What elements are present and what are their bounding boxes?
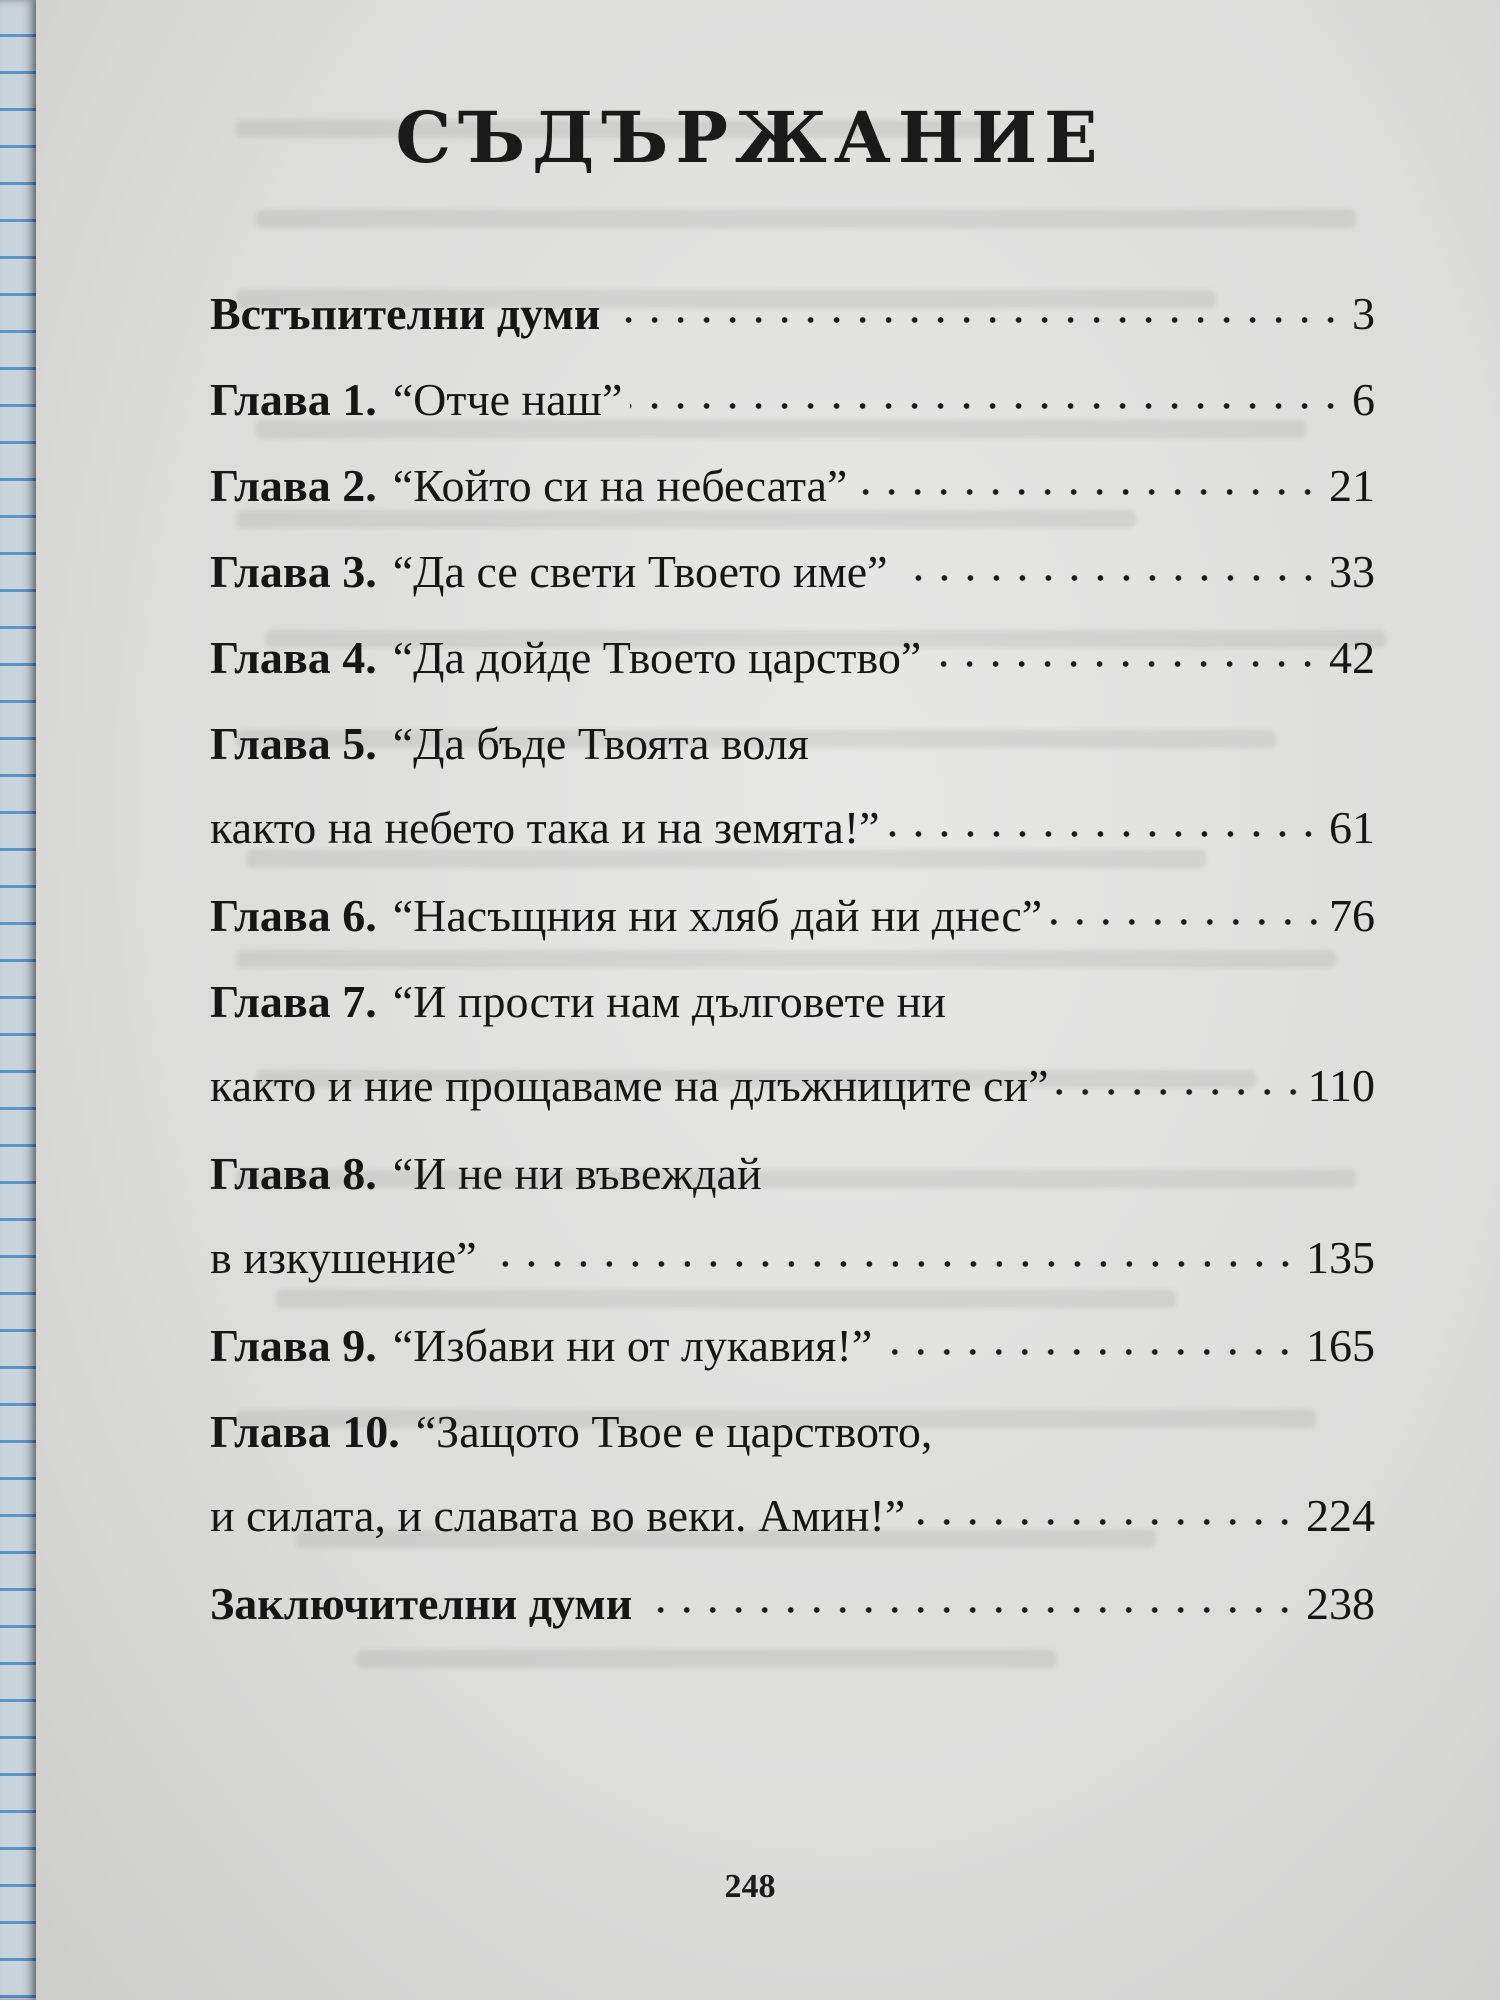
toc-page-number: 3	[1352, 288, 1375, 339]
toc-page-number: 224	[1306, 1490, 1375, 1541]
dot-leader	[1044, 919, 1327, 925]
toc-entry-label: Глава 1.	[210, 374, 377, 425]
toc-entry	[210, 1132, 1375, 1300]
toc-entry-label: Заключителни думи	[210, 1578, 633, 1629]
toc-entry-title: “Да се свети Твоето име”	[392, 546, 888, 597]
toc-entry	[210, 358, 1375, 442]
page-number: 248	[724, 1868, 776, 1905]
toc-entry	[210, 272, 1375, 356]
toc-page-number: 6	[1352, 374, 1375, 425]
toc-entry-title-continued: както и ние прощаваме на длъжниците си”	[210, 1060, 1049, 1111]
dot-leader	[1051, 1089, 1306, 1095]
toc-entry-title: “Защото Твое е царството,	[415, 1406, 933, 1457]
toc-page-number: 42	[1329, 632, 1375, 683]
toc-entry-label: Глава 2.	[210, 460, 377, 511]
dot-leader	[630, 403, 1344, 409]
dot-leader	[608, 317, 1344, 323]
toc-page-number: 76	[1329, 890, 1375, 941]
dot-leader	[913, 1519, 1298, 1525]
dot-leader	[880, 1349, 1298, 1355]
toc-entry	[210, 1390, 1375, 1558]
toc-entry-title: “И прости нам дълговете ни	[392, 976, 946, 1027]
dot-leader	[896, 575, 1321, 581]
toc-entry	[210, 1562, 1375, 1646]
toc-entry-title: “Отче наш”	[392, 374, 623, 425]
toc-entry-title: “Да бъде Твоята воля	[392, 718, 809, 769]
dot-leader	[640, 1607, 1298, 1613]
toc-entry-label: Глава 10.	[210, 1406, 400, 1457]
toc-entry-title: “Насъщния ни хляб дай ни днес”	[392, 890, 1043, 941]
toc-entry-title: “И не ни въвеждай	[392, 1148, 762, 1199]
toc-entry-title: “Избави ни от лукавия!”	[392, 1320, 873, 1371]
toc-entry	[210, 702, 1375, 870]
toc-entry-title-continued: както на небето така и на земята!”	[210, 802, 880, 853]
toc-entry-label: Глава 9.	[210, 1320, 377, 1371]
toc-page-number: 165	[1306, 1320, 1375, 1371]
toc-entry-label: Глава 3.	[210, 546, 377, 597]
toc-page-number: 110	[1307, 1060, 1375, 1111]
toc-entry-label: Глава 7.	[210, 976, 377, 1027]
toc-entry	[210, 960, 1375, 1128]
toc-entry-label: Глава 5.	[210, 718, 377, 769]
dot-leader	[855, 489, 1321, 495]
toc-entry-label: Глава 4.	[210, 632, 377, 683]
dot-leader	[929, 661, 1321, 667]
toc-entry-title: “Да дойде Твоето царство”	[392, 632, 922, 683]
page-title: СЪДЪРЖАНИЕ	[395, 96, 1105, 179]
toc-entry	[210, 530, 1375, 614]
toc-page-number: 238	[1306, 1578, 1375, 1629]
dot-leader	[888, 831, 1321, 837]
toc-entry-title-continued: в изкушение”	[210, 1232, 477, 1283]
toc-entry	[210, 444, 1375, 528]
toc-entry-label: Глава 8.	[210, 1148, 377, 1199]
toc-page-number: 61	[1329, 802, 1375, 853]
toc-entry-title-continued: и силата, и славата во веки. Амин!”	[210, 1490, 906, 1541]
toc-entry-label: Встъпителни думи	[210, 288, 601, 339]
dot-leader	[485, 1261, 1298, 1267]
toc-page-number: 135	[1306, 1232, 1375, 1283]
toc-page-number: 21	[1329, 460, 1375, 511]
toc-entry-title: “Който си на небесата”	[392, 460, 848, 511]
toc-page-number: 33	[1329, 546, 1375, 597]
toc-entry-label: Глава 6.	[210, 890, 377, 941]
notebook-paper-edge	[0, 0, 40, 2000]
toc-entry	[210, 874, 1375, 958]
toc-entry	[210, 1304, 1375, 1388]
toc-entry	[210, 616, 1375, 700]
